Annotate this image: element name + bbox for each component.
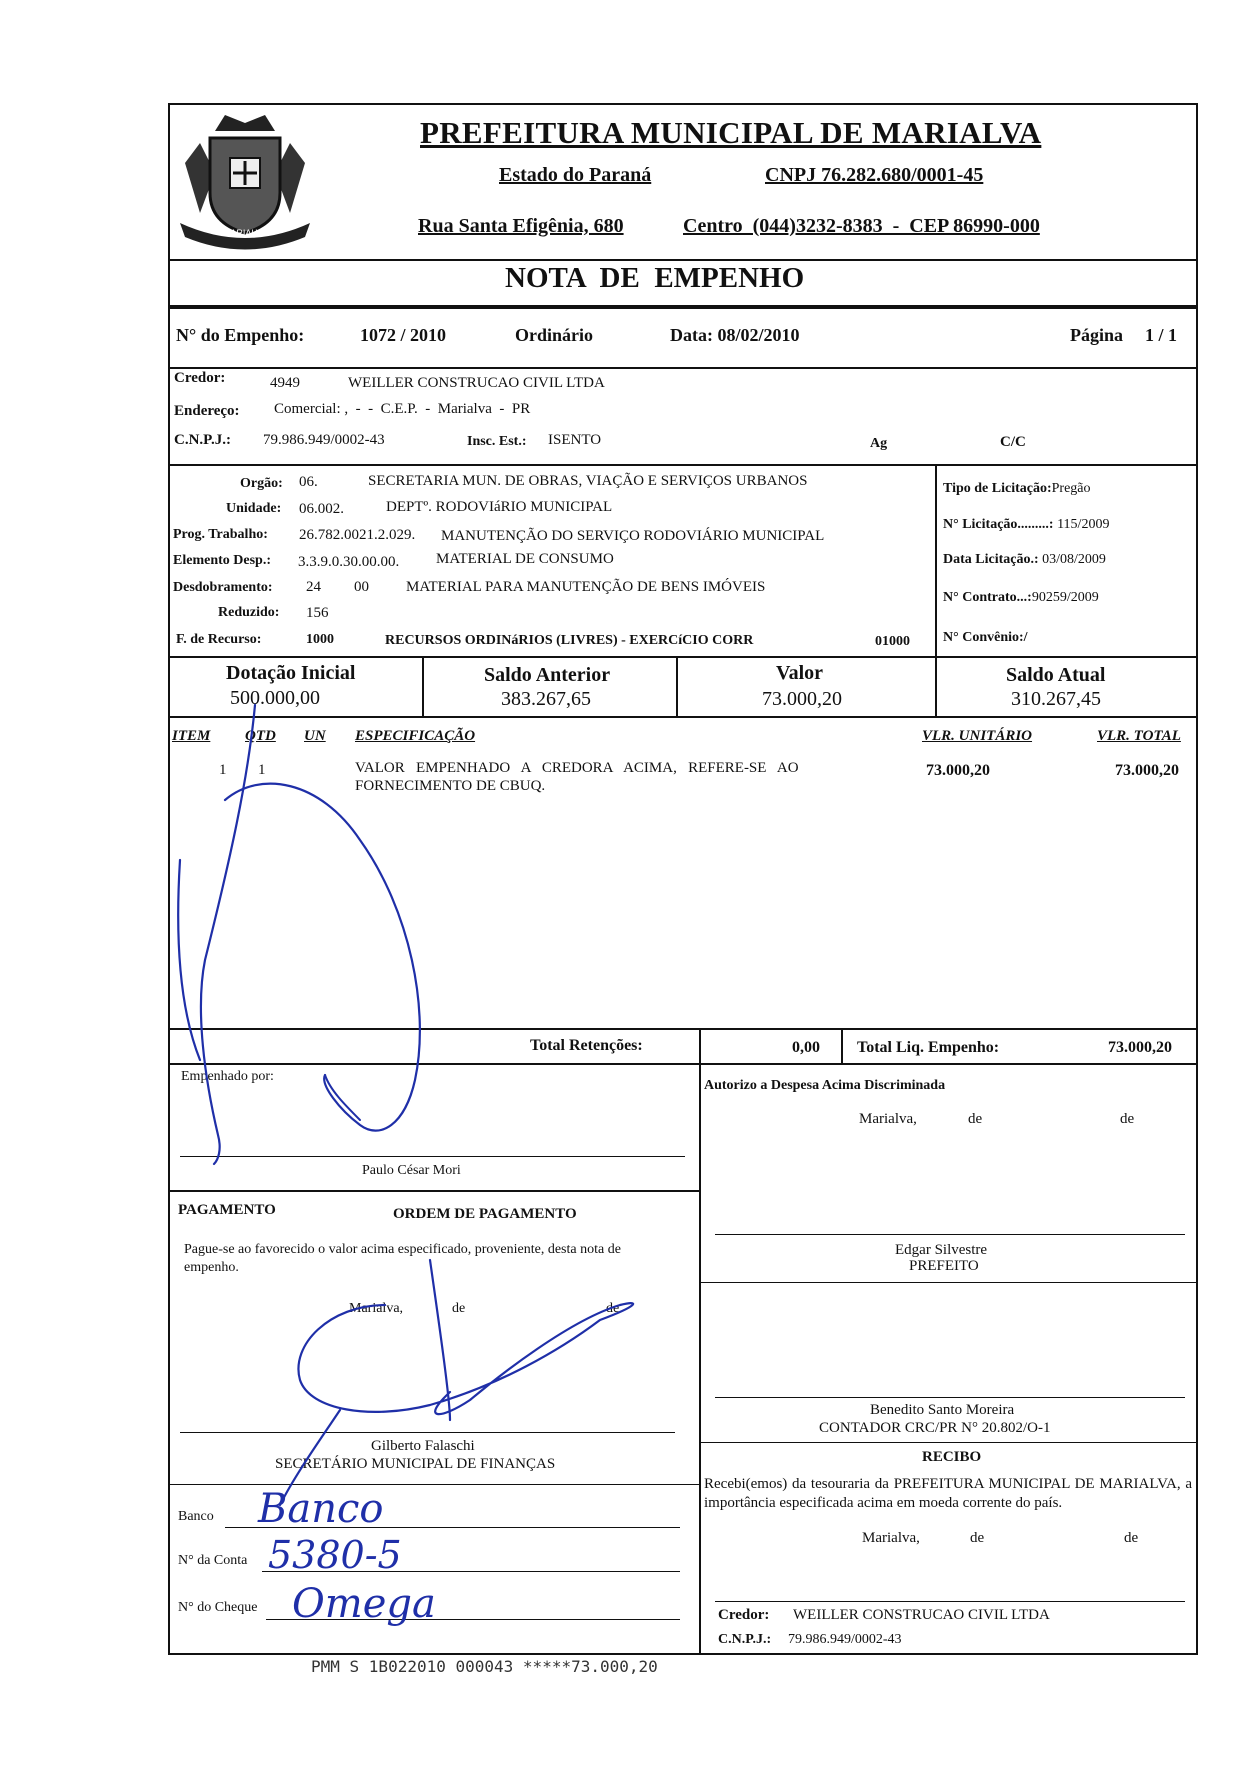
divider (935, 656, 937, 716)
endereco-value: Comercial: , - - C.E.P. - Marialva - PR (274, 401, 531, 417)
unidade-code: 06.002. (299, 501, 344, 517)
banco-line (225, 1527, 680, 1528)
prefeito-name: Edgar Silvestre (895, 1242, 988, 1258)
pagamento-de2: de (606, 1301, 620, 1316)
desdobramento-code: 24 (306, 579, 321, 595)
signature-line (180, 1156, 685, 1157)
col-header-item: ITEM (172, 728, 211, 744)
recibo-credor-label: Credor: (718, 1607, 770, 1623)
valor-value: 73.000,20 (762, 688, 842, 710)
col-header-especificacao: ESPECIFICAÇÃO (355, 728, 476, 744)
empenhado-label: Empenhado por: (181, 1069, 274, 1084)
conta-line (262, 1571, 680, 1572)
signature-empenhado-line (325, 1075, 360, 1120)
empenhado-name: Paulo César Mori (362, 1163, 461, 1178)
tipo-licitacao-value: Pregão (1051, 481, 1091, 496)
cheque-label: N° do Cheque (178, 1600, 258, 1615)
contrato-value: 90259/2009 (1031, 590, 1099, 605)
tipo-licitacao-label: Tipo de Licitação:Pregão (943, 481, 1091, 496)
unidade-name: DEPTº. RODOVIáRIO MUNICIPAL (386, 499, 613, 515)
divider (699, 1063, 701, 1655)
recurso-label: F. de Recurso: (176, 632, 262, 647)
col-header-vlr-unitario: VLR. UNITÁRIO (922, 728, 1033, 744)
retencoes-label: Total Retenções: (530, 1037, 643, 1054)
contrato-label: N° Contrato...:90259/2009 (943, 590, 1099, 605)
item-unit-value: 73.000,20 (926, 762, 990, 779)
endereco-label: Endereço: (174, 403, 240, 419)
cheque-line (266, 1619, 680, 1620)
credor-cnpj-label: C.N.P.J.: (174, 432, 231, 448)
recurso-name: RECURSOS ORDINáRIOS (LIVRES) - EXERCíCIO CORR (385, 633, 754, 648)
autorizo-title: Autorizo a Despesa Acima Discriminada (704, 1078, 946, 1093)
elemento-name: MATERIAL DE CONSUMO (436, 551, 614, 567)
handwritten-conta: 5380-5 (268, 1533, 402, 1577)
divider (935, 464, 937, 658)
empenho-type: Ordinário (515, 325, 594, 345)
frame-top (168, 103, 1198, 105)
ie-value: ISENTO (548, 432, 602, 448)
numero-licitacao-label: N° Licitação.........: 115/2009 (943, 517, 1110, 532)
state-label: Estado do Paraná (499, 164, 652, 186)
divider (168, 305, 1198, 309)
autorizo-de2: de (1120, 1111, 1135, 1127)
recibo-de1: de (970, 1530, 985, 1546)
divider (168, 1028, 1198, 1030)
elemento-code: 3.3.9.0.30.00.00. (298, 554, 400, 570)
frame-right (1196, 103, 1198, 1655)
saldo-atual-value: 310.267,45 (1011, 688, 1101, 710)
prog-name: MANUTENÇÃO DO SERVIÇO RODOVIÁRIO MUNICIPAL (441, 528, 825, 544)
banco-label: Banco (178, 1509, 214, 1524)
divider (699, 1028, 701, 1064)
recibo-cnpj: 79.986.949/0002-43 (788, 1632, 902, 1647)
divider (422, 656, 424, 716)
pagamento-title: PAGAMENTO (178, 1202, 276, 1218)
dotacao-label: Dotação Inicial (226, 662, 356, 684)
recurso-number: 01000 (875, 634, 910, 649)
orgao-name: SECRETARIA MUN. DE OBRAS, VIAÇÃO E SERVIÇOS URBANOS (368, 473, 808, 489)
numero-licitacao-value: 115/2009 (1057, 517, 1110, 532)
item-total-value: 73.000,20 (1115, 762, 1179, 779)
desdobramento-label: Desdobramento: (173, 580, 273, 595)
item-qtd: 1 (258, 762, 266, 778)
empenho-date: Data: 08/02/2010 (670, 325, 800, 345)
page-number: 1 / 1 (1145, 325, 1178, 345)
divider (841, 1028, 843, 1064)
saldo-atual-label: Saldo Atual (1006, 664, 1106, 686)
dotacao-value: 500.000,00 (230, 687, 320, 709)
divider (699, 1282, 1198, 1283)
handwritten-banco: Banco (258, 1486, 384, 1532)
divider (168, 259, 1198, 261)
credor-code: 4949 (270, 375, 300, 391)
col-header-qtd: QTD (245, 728, 276, 744)
orgao-label: Orgão: (240, 476, 283, 491)
cnpj-label: CNPJ 76.282.680/0001-45 (765, 164, 984, 186)
signature-line (715, 1397, 1185, 1398)
svg-text:MARIALVA: MARIALVA (222, 228, 268, 238)
credor-cnpj: 79.986.949/0002-43 (263, 432, 385, 448)
page-title: PREFEITURA MUNICIPAL DE MARIALVA (420, 115, 1042, 150)
divider (168, 367, 1198, 369)
data-licitacao-value: 03/08/2009 (1042, 552, 1106, 567)
saldo-anterior-label: Saldo Anterior (484, 664, 611, 686)
divider (699, 1442, 1198, 1443)
recurso-code: 1000 (306, 632, 334, 647)
page-label: Página (1070, 325, 1124, 345)
desdobramento-name: MATERIAL PARA MANUTENÇÃO DE BENS IMÓVEIS (406, 579, 766, 595)
divider (676, 656, 678, 716)
prog-code: 26.782.0021.2.029. (299, 527, 416, 543)
col-header-un: UN (304, 728, 326, 744)
divider (168, 656, 1198, 658)
reduzido-label: Reduzido: (218, 605, 280, 620)
handwritten-cheque: Omega (292, 1581, 436, 1627)
item-description-line2: FORNECIMENTO DE CBUQ. (355, 778, 546, 794)
ordem-pagamento-title: ORDEM DE PAGAMENTO (393, 1206, 577, 1222)
item-number: 1 (219, 762, 227, 778)
pagamento-text: Pague-se ao favorecido o valor acima especificado, proveniente, desta nota de empenho. (184, 1242, 621, 1275)
divider (168, 464, 1198, 466)
cc-label: C/C (1000, 434, 1026, 450)
credor-label: Credor: (174, 370, 226, 386)
prog-label: Prog. Trabalho: (173, 527, 268, 542)
frame-left (168, 103, 170, 1655)
convenio-label: N° Convênio:/ (943, 630, 1028, 645)
reduzido-value: 156 (306, 605, 329, 621)
conta-label: N° da Conta (178, 1553, 248, 1568)
empenho-number: 1072 / 2010 (360, 325, 447, 345)
secretario-name: Gilberto Falaschi (371, 1438, 475, 1454)
pagamento-de1: de (452, 1301, 466, 1316)
signature-line (180, 1432, 675, 1433)
document-title: NOTA DE EMPENHO (505, 262, 805, 294)
desdobramento-sub: 00 (354, 579, 369, 595)
liquido-value: 73.000,20 (1108, 1039, 1172, 1056)
recibo-cnpj-label: C.N.P.J.: (718, 1632, 772, 1647)
autorizo-de1: de (968, 1111, 983, 1127)
divider (168, 1484, 700, 1485)
item-description-line1: VALOR EMPENHADO A CREDORA ACIMA, REFERE-SE AO (355, 760, 799, 776)
recibo-text: Recebi(emos) da tesouraria da PREFEITURA MUNICIPAL DE MARIALVA, a importância especificada acima em moeda corrente do país. (704, 1476, 1192, 1511)
empenho-number-label: N° do Empenho: (176, 325, 305, 345)
saldo-anterior-value: 383.267,65 (501, 688, 591, 710)
credor-name: WEILLER CONSTRUCAO CIVIL LTDA (348, 375, 605, 391)
prefeito-role: PREFEITO (909, 1258, 979, 1274)
frame-bottom (168, 1653, 1198, 1655)
cheque-stamp: PMM S 1B022010 000043 *****73.000,20 (311, 1657, 658, 1676)
liquido-label: Total Liq. Empenho: (857, 1039, 1000, 1056)
divider (168, 716, 1198, 718)
recibo-place: Marialva, (862, 1530, 920, 1546)
recibo-credor-name: WEILLER CONSTRUCAO CIVIL LTDA (793, 1607, 1050, 1623)
unidade-label: Unidade: (226, 501, 282, 516)
autorizo-place: Marialva, (859, 1111, 917, 1127)
coat-of-arms-icon (170, 103, 320, 258)
pagamento-place: Marialva, (349, 1301, 404, 1316)
recibo-title: RECIBO (922, 1449, 982, 1465)
contador-name: Benedito Santo Moreira (870, 1402, 1015, 1418)
recibo-de2: de (1124, 1530, 1139, 1546)
ie-label: Insc. Est.: (467, 434, 527, 449)
divider (168, 1063, 1198, 1065)
ag-label: Ag (870, 436, 888, 451)
signature-line (715, 1234, 1185, 1235)
contador-role: CONTADOR CRC/PR N° 20.802/O-1 (819, 1420, 1051, 1436)
orgao-code: 06. (299, 474, 318, 490)
col-header-vlr-total: VLR. TOTAL (1097, 728, 1181, 744)
elemento-label: Elemento Desp.: (173, 553, 271, 568)
data-licitacao-label: Data Licitação.: 03/08/2009 (943, 552, 1106, 567)
signature-line (715, 1601, 1185, 1602)
divider (168, 1190, 700, 1192)
valor-label: Valor (776, 662, 824, 684)
secretario-role: SECRETÁRIO MUNICIPAL DE FINANÇAS (275, 1456, 556, 1472)
address-label: Rua Santa Efigênia, 680 (418, 215, 624, 237)
retencoes-value: 0,00 (792, 1039, 820, 1056)
contact-label: Centro (044)3232-8383 - CEP 86990-000 (683, 215, 1040, 237)
